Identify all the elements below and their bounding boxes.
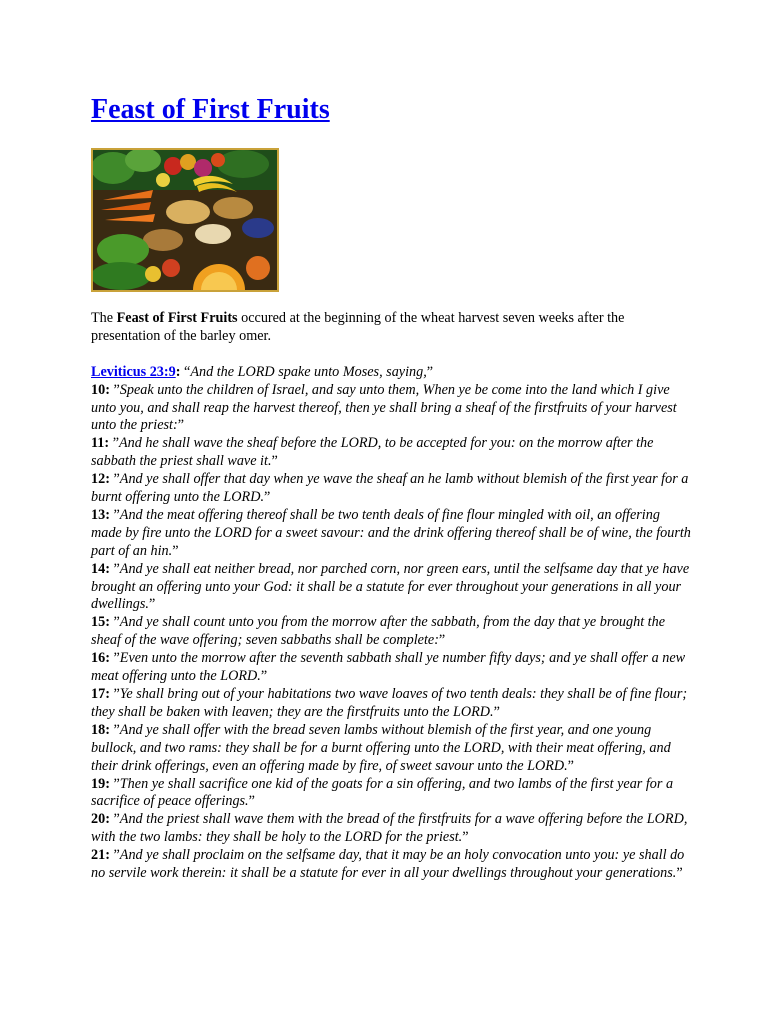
verse-18: 18: ”And ye shall offer with the bread seven lambs without blemish of the first year, and one young bullock, and two rams: they shall be for a burnt offering unto the LORD, with their meat offering, and their drink offerings, even an offering made by fire, of sweet savour unto the LORD.” (91, 721, 671, 774)
verse-text: And ye shall proclaim on the selfsame day, that it may be an holy convocation unto you: ye shall do no servile work therein: it shall be a statute for ever in all your dwellings throughout your generations. (91, 847, 685, 882)
verse-number: 10: (91, 381, 110, 398)
verse-text: And ye shall count unto you from the morrow after the sabbath, from the day that ye brought the sheaf of the wave offering; seven sabbaths shall be complete: (91, 614, 666, 649)
verse-text: Speak unto the children of Israel, and say unto them, When ye be come into the land which I give unto you, and shall reap the harvest thereof, then ye shall bring a sheaf of the firstfruits of your harvest unto the priest: (91, 381, 677, 434)
verse-number: 19: (91, 775, 110, 792)
verse-number: 20: (91, 811, 110, 828)
intro-suffix: occured at the beginning of the wheat harvest seven weeks after the presentation of the barley omer. (91, 310, 625, 344)
verse-number: 14: (91, 560, 110, 577)
intro-paragraph (91, 310, 691, 346)
verse-text: And the priest shall wave them with the bread of the firstfruits for a wave offering before the LORD, with the two lambs: they shall be holy to the LORD for the priest. (91, 811, 688, 846)
verse-number: 15: (91, 614, 110, 631)
verse-20: 20: ”And the priest shall wave them with the bread of the firstfruits for a wave offering before the LORD, with the two lambs: they shall be holy to the LORD for the priest.” (91, 811, 688, 846)
verse-16: 16: ”Even unto the morrow after the seventh sabbath shall ye number fifty days; and ye shall offer a new meat offering unto the LORD.” (91, 650, 686, 685)
verse-number: 21: (91, 847, 110, 864)
verse-text: Even unto the morrow after the seventh sabbath shall ye number fifty days; and ye shall offer a new meat offering unto the LORD. (91, 650, 686, 685)
verse-text: And he shall wave the sheaf before the LORD, to be accepted for you: on the morrow after the sabbath the priest shall wave it. (91, 435, 654, 470)
verse-text: And ye shall offer with the bread seven lambs without blemish of the first year, and one young bullock, and two rams: they shall be for a burnt offering unto the LORD, with their meat offering, and their drink offerings, even an offering made by fire, of sweet savour unto the LORD. (91, 721, 671, 774)
verse-text: And the meat offering thereof shall be two tenth deals of fine flour mingled with oil, an offering made by fire unto the LORD for a sweet savour: and the drink offering thereof shall be of wine, the fourth part of an hin. (91, 506, 691, 559)
verse-10: 10: ”Speak unto the children of Israel, and say unto them, When ye be come into the land which I give unto you, and shall reap the harvest thereof, then ye shall bring a sheaf of the firstfruits of your harvest unto the priest:” (91, 381, 677, 434)
scripture-reference-link[interactable]: Leviticus 23:9 (91, 363, 176, 380)
page-title[interactable]: Feast of First Fruits (91, 94, 330, 125)
verse-number: 13: (91, 506, 110, 523)
verse-19: 19: ”Then ye shall sacrifice one kid of the goats for a sin offering, and two lambs of the first year for a sacrifice of peace offerings.” (91, 775, 674, 810)
verse-number: 18: (91, 721, 110, 738)
verse-number: 17: (91, 686, 110, 703)
verse-text: Then ye shall sacrifice one kid of the goats for a sin offering, and two lambs of the first year for a sacrifice of peace offerings. (91, 775, 674, 810)
verse-12: 12: ”And ye shall offer that day when ye wave the sheaf an he lamb without blemish of the first year for a burnt offering unto the LORD.” (91, 471, 689, 506)
verse-14: 14: ”And ye shall eat neither bread, nor parched corn, nor green ears, until the selfsame day that ye have brought an offering unto your God: it shall be a statute for ever throughout your generations in all your dwellings.” (91, 560, 690, 613)
verse-number: 16: (91, 650, 110, 667)
harvest-illustration (93, 150, 277, 290)
article-body (91, 310, 691, 883)
verse-15: 15: ”And ye shall count unto you from the morrow after the sabbath, from the day that ye brought the sheaf of the wave offering; seven sabbaths shall be complete:” (91, 614, 666, 649)
intro-prefix: The (91, 310, 117, 326)
verse-11: 11: ”And he shall wave the sheaf before the LORD, to be accepted for you: on the morrow after the sabbath the priest shall wave it.” (91, 435, 654, 470)
verse-17: 17: ”Ye shall bring out of your habitations two wave loaves of two tenth deals: they shall be of fine flour; they shall be baken with leaven; they are the firstfruits unto the LORD.” (91, 686, 688, 720)
verse-number: 12: (91, 471, 110, 488)
verse-21: 21: ”And ye shall proclaim on the selfsame day, that it may be an holy convocation unto you: ye shall do no servile work therein: it shall be a statute for ever in all your dwellings throughout your generations.” (91, 847, 685, 882)
intro-bold-term: Feast of First Fruits (116, 310, 238, 326)
harvest-image (91, 148, 279, 292)
verse-text: And ye shall eat neither bread, nor parched corn, nor green ears, until the selfsame day that ye have brought an offering unto your God: it shall be a statute for ever throughout your generations in all your dwellings. (91, 560, 690, 613)
verse-number: 11: (91, 435, 110, 452)
scripture-opening: Leviticus 23:9: “And the LORD spake unto Moses, saying,” (91, 363, 434, 380)
verse-text: Ye shall bring out of your habitations two wave loaves of two tenth deals: they shall be of fine flour; they shall be baken with leaven; they are the firstfruits unto the LORD. (91, 686, 688, 720)
verse-text: And ye shall offer that day when ye wave the sheaf an he lamb without blemish of the first year for a burnt offering unto the LORD. (91, 471, 689, 506)
scripture-opening-text: And the LORD spake unto Moses, saying, (190, 363, 427, 380)
verse-13: 13: ”And the meat offering thereof shall be two tenth deals of fine flour mingled with oil, an offering made by fire unto the LORD for a sweet savour: and the drink offering thereof shall be of wine, the fourth part of an hin.” (91, 506, 691, 559)
